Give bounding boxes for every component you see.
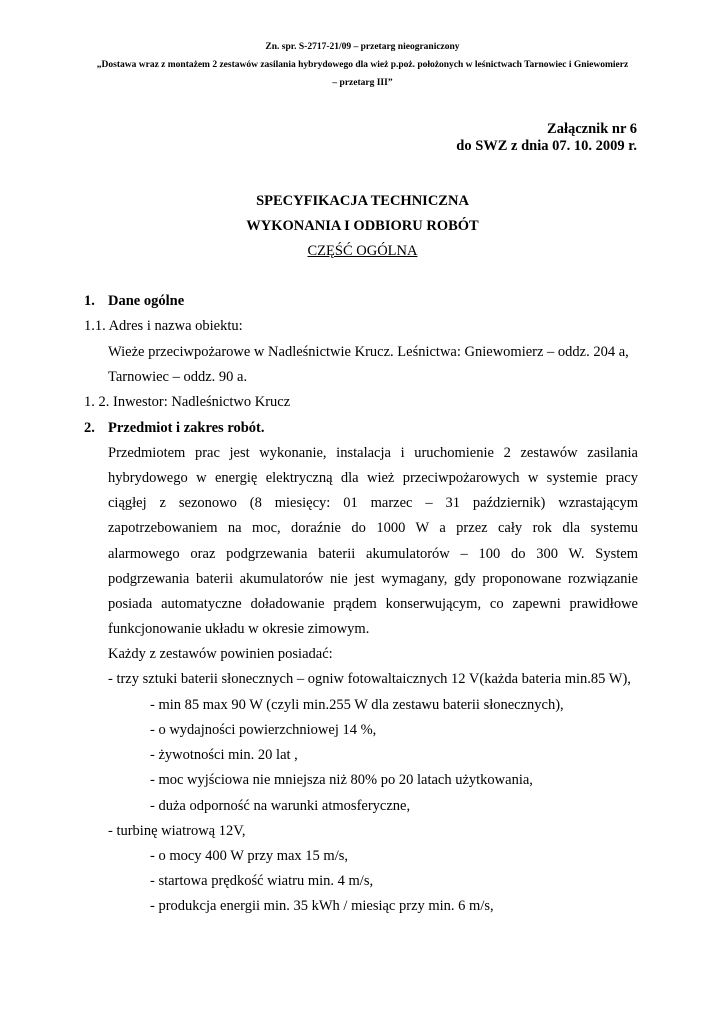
turbine-item: - startowa prędkość wiatru min. 4 m/s,	[150, 873, 374, 889]
attachment-number: Załącznik nr 6	[547, 121, 637, 137]
header-tender-round: – przetarg III”	[332, 78, 393, 88]
item-1-1-label: 1.1. Adres i nazwa obiektu:	[84, 318, 243, 334]
attachment-date: do SWZ z dnia 07. 10. 2009 r.	[456, 138, 637, 154]
item-1-1-line-1: Wieże przeciwpożarowe w Nadleśnictwie Krucz. Leśnictwa: Gniewomierz – oddz. 204 a,	[108, 344, 629, 360]
section-2-title: Przedmiot i zakres robót.	[108, 420, 265, 436]
solar-panels-intro: - trzy sztuki baterii słonecznych – ogniw fotowaltaicznych 12 V(każda bateria min.85 W),	[108, 671, 631, 687]
solar-item: - duża odporność na warunki atmosferyczne,	[150, 798, 411, 814]
solar-item: - min 85 max 90 W (czyli min.255 W dla zestawu baterii słonecznych),	[150, 697, 564, 713]
section-1-heading	[84, 293, 184, 310]
header-case-number: Zn. spr. S-2717-21/09 – przetarg nieograniczony	[265, 42, 460, 52]
section-2-heading	[84, 420, 265, 437]
paragraph-line-3: ciągłej z sezonowo (8 miesięcy: 01 marzec – 31 październik) wzrastającym	[108, 495, 638, 511]
turbine-item: - produkcja energii min. 35 kWh / miesiąc przy min. 6 m/s,	[150, 898, 494, 914]
solar-item: - żywotności min. 20 lat ,	[150, 747, 298, 763]
wind-turbine-intro: - turbinę wiatrową 12V,	[108, 823, 246, 839]
item-1-2: 1. 2. Inwestor: Nadleśnictwo Krucz	[84, 394, 291, 410]
paragraph-line-7: posiada automatyczne doładowanie prądem konserwującym, co zapewni prawidłowe	[108, 596, 638, 612]
section-1-title: Dane ogólne	[108, 293, 185, 309]
paragraph-line-2: hybrydowego w energię elektryczną dla wież przeciwpożarowych w systemie pracy	[108, 470, 638, 486]
solar-item: - o wydajności powierzchniowej 14 %,	[150, 722, 377, 738]
title-line-2: WYKONANIA I ODBIORU ROBÓT	[246, 218, 479, 234]
solar-item: - moc wyjściowa nie mniejsza niż 80% po 20 latach użytkowania,	[150, 772, 533, 788]
paragraph-line-8: funkcjonowanie układu w okresie zimowym.	[108, 621, 370, 637]
turbine-item: - o mocy 400 W przy max 15 m/s,	[150, 848, 349, 864]
paragraph-line-6: podgrzewania baterii akumulatorów nie jest wymagany, gdy proponowane rozwiązanie	[108, 571, 638, 587]
item-1-1-line-2: Tarnowiec – oddz. 90 a.	[108, 369, 248, 385]
paragraph-line-5: alarmowego oraz podgrzewania baterii akumulatorów – 100 do 300 W. System	[108, 546, 638, 562]
each-set-intro: Każdy z zestawów powinien posiadać:	[108, 646, 333, 662]
section-2-number: 2.	[84, 420, 95, 436]
paragraph-line-4: zapotrzebowaniem na moc, doraźnie do 1000 W a przez cały rok dla systemu	[108, 520, 638, 536]
title-line-1: SPECYFIKACJA TECHNICZNA	[256, 193, 469, 209]
paragraph-line-1: Przedmiotem prac jest wykonanie, instalacja i uruchomienie 2 zestawów zasilania	[108, 445, 638, 461]
header-tender-title: „Dostawa wraz z montażem 2 zestawów zasilania hybrydowego dla wież p.poż. położonych w leśnictwach Tarnowiec i Gniewomierz	[96, 60, 629, 70]
section-1-number: 1.	[84, 293, 95, 309]
title-line-3-text: CZĘŚĆ OGÓLNA	[307, 243, 418, 259]
title-line-3	[0, 243, 725, 260]
